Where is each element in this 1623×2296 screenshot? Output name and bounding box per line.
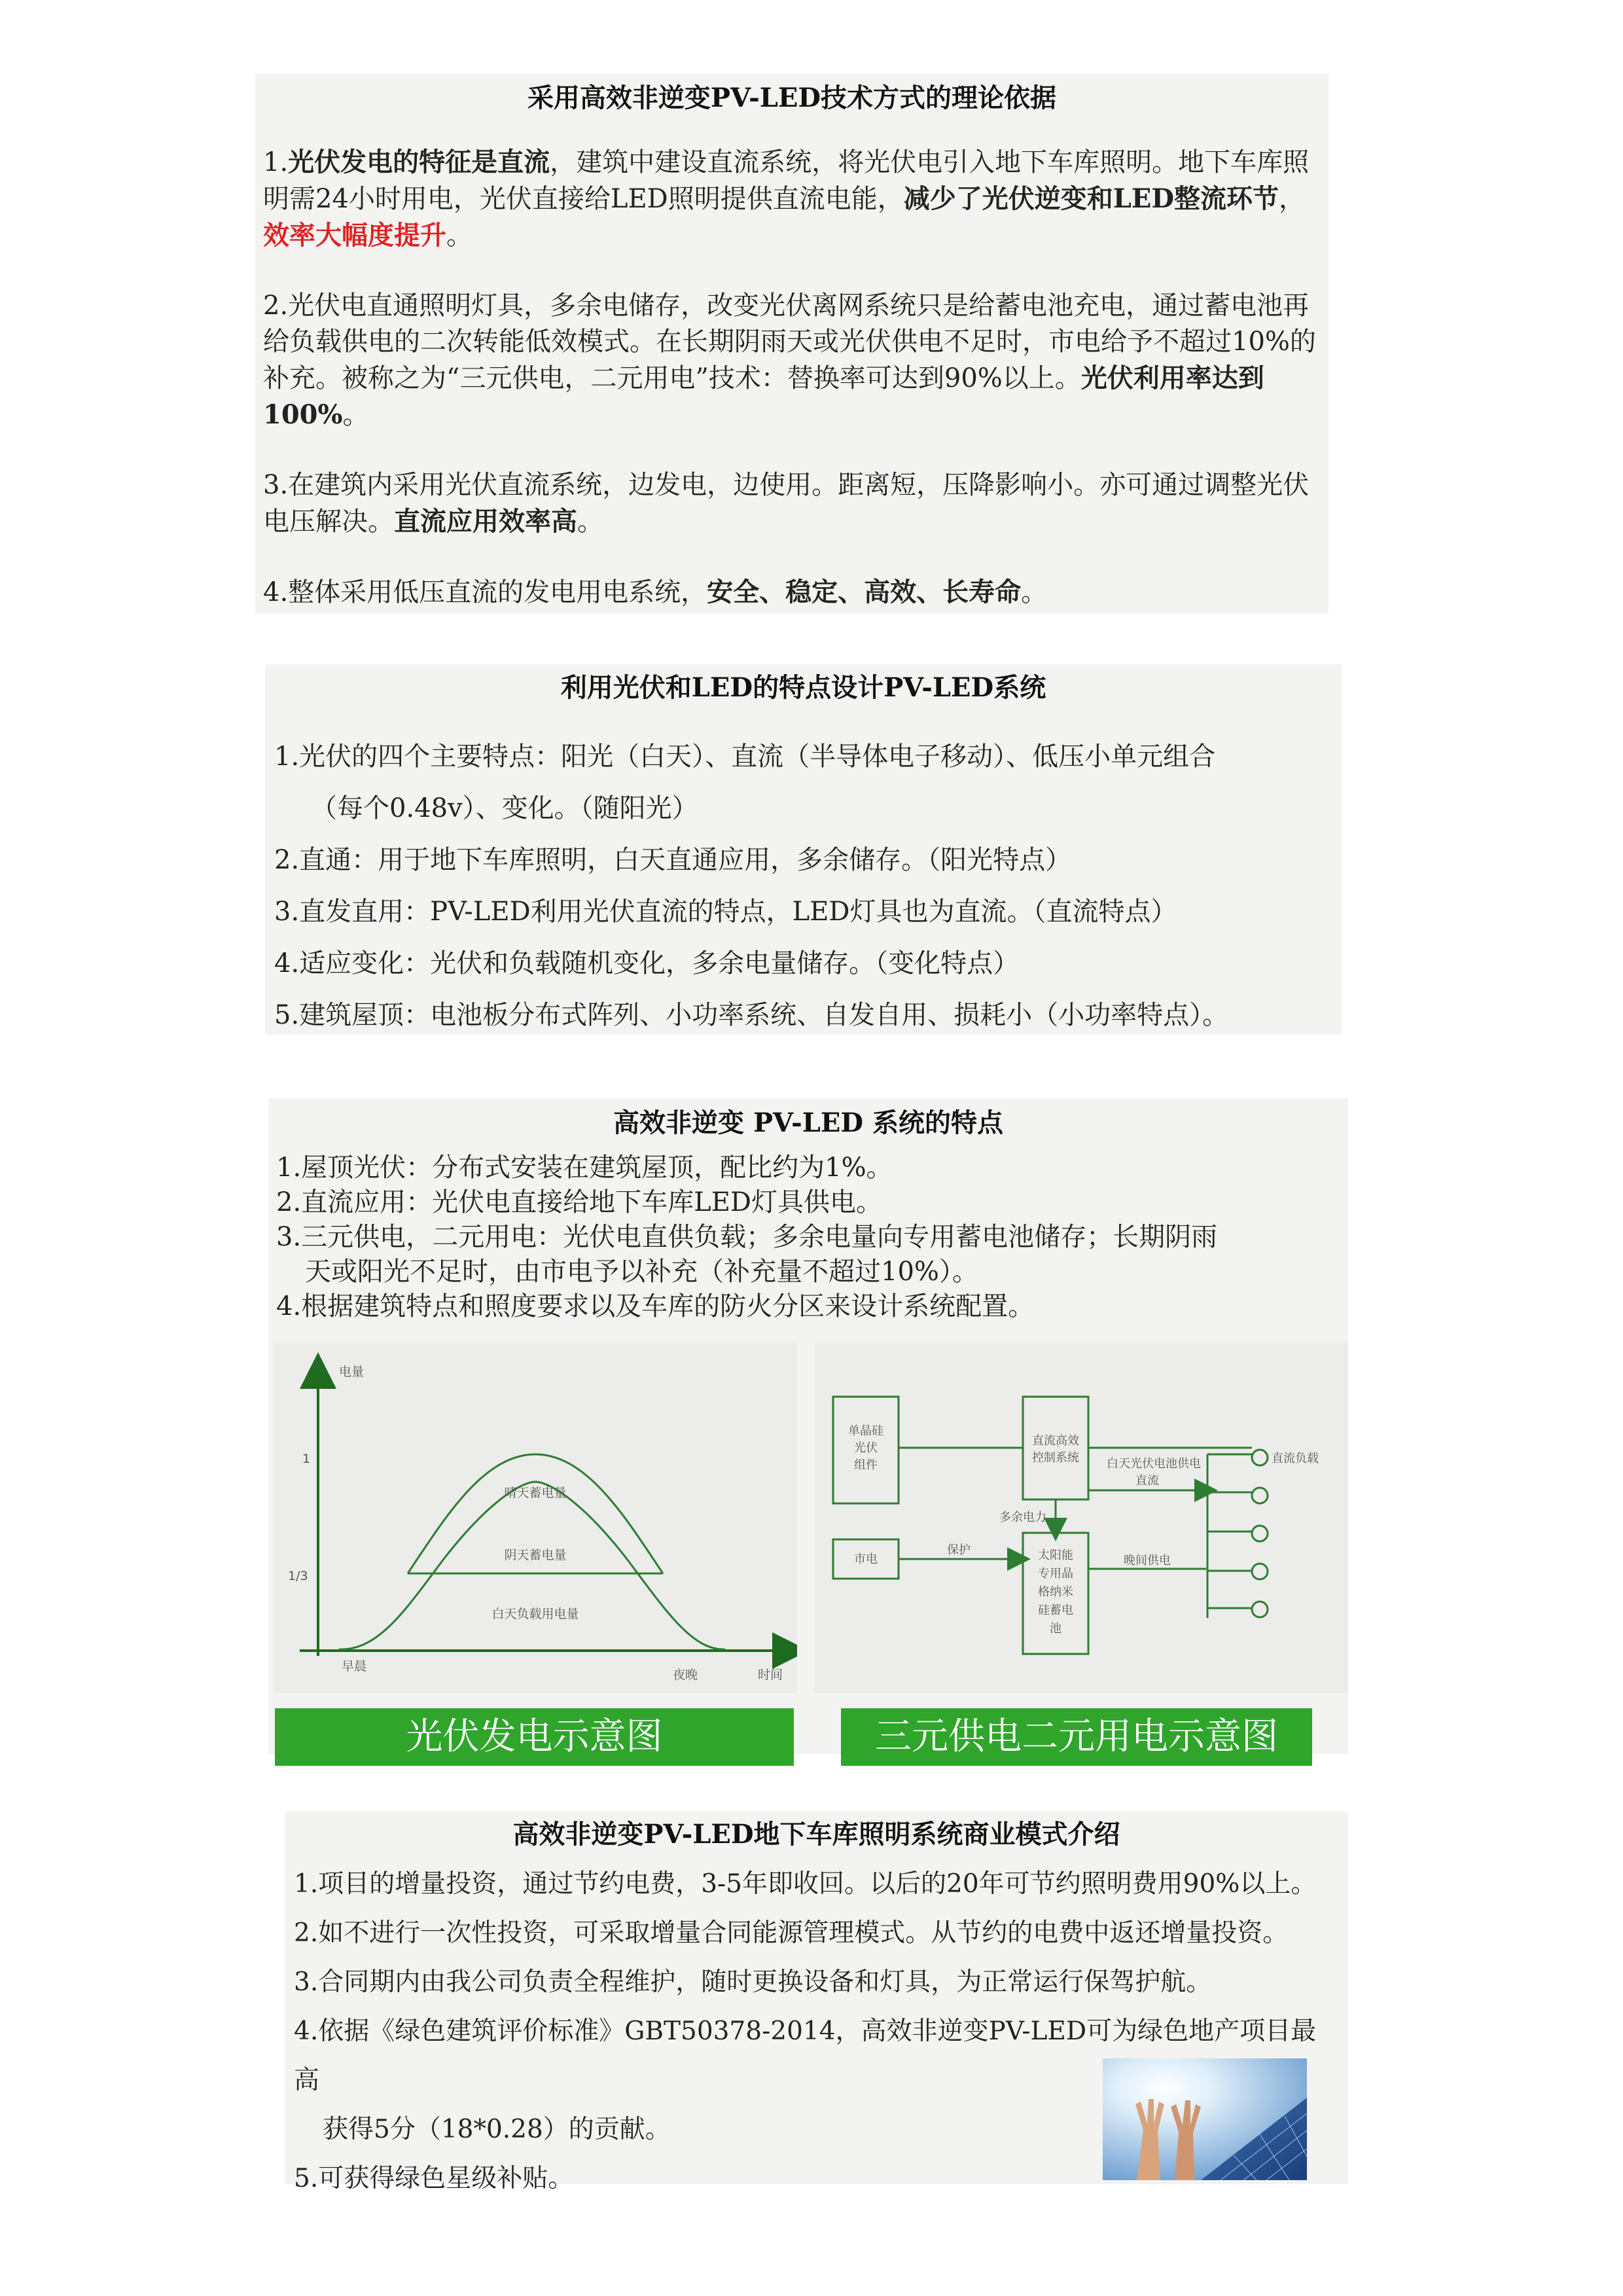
pv-label-2: 光伏 [854,1441,878,1455]
dc-load-circle [1252,1488,1268,1503]
section-title: 高效非逆变 PV-LED 系统的特点 [613,1107,1003,1138]
paragraph-3: 3.在建筑内采用光伏直流系统，边发电，边使用。距离短，压降影响小。亦可通过调整光伏电压解决。直流应用效率高。 [263,470,1310,537]
banner-three-source: 三元供电二元用电示意图 [841,1708,1312,1766]
list-item: 3.三元供电，二元用电：光伏电直供负载；多余电量向专用蓄电池储存；长期阴雨 [276,1222,1218,1252]
pv-label-3: 组件 [854,1458,878,1472]
y-tick-1: 1 [302,1452,311,1466]
sun-hands-photo [1103,2058,1307,2180]
list-item: 4.根据建筑特点和照度要求以及车库的防火分区来设计系统配置。 [276,1291,1035,1321]
grid-label: 市电 [854,1552,878,1566]
y-axis-label: 电量 [339,1365,365,1379]
dc-load-circle [1252,1526,1268,1541]
dc-load-circle [1252,1564,1268,1579]
x-label-night: 夜晚 [673,1668,698,1682]
feature-list [274,731,1332,1041]
list-item: 2.如不进行一次性投资，可采取增量合同能源管理模式。从节约的电费中返还增量投资。 [294,1918,1289,1948]
dc-label: 直流 [1135,1474,1159,1488]
list-item: 获得5分（18*0.28）的贡献。 [323,2115,671,2144]
three-source-diagram-panel [815,1343,1348,1693]
pv-generation-chart-panel [274,1343,797,1693]
section-title: 高效非逆变PV-LED地下车库照明系统商业模式介绍 [512,1819,1120,1850]
pv-generation-chart [274,1343,797,1693]
dc-load-circle [1252,1450,1268,1465]
list-item: 3.合同期内由我公司负责全程维护，随时更换设备和灯具，为正常运行保驾护航。 [294,1967,1212,1997]
y-tick-third: 1/3 [288,1569,308,1583]
list-item: 5.可获得绿色星级补贴。 [294,2164,574,2193]
sun-hands-icon [1103,2058,1307,2180]
list-item: 2.直流应用：光伏电直接给地下车库LED灯具供电。 [276,1187,882,1217]
paragraph-4: 4.整体采用低压直流的发电用电系统，安全、稳定、高效、长寿命。 [263,577,1048,607]
day-supply-label: 白天光伏电池供电 [1107,1457,1201,1471]
load-curve [339,1482,725,1649]
night-supply-label: 晚间供电 [1124,1554,1171,1568]
list-item: 2.直通：用于地下车库照明，白天直通应用，多余储存。（阳光特点） [274,845,1072,875]
battery-label-5: 池 [1050,1622,1061,1636]
list-item: 1.屋顶光伏：分布式安装在建筑屋顶，配比约为1%。 [276,1153,893,1183]
list-item: 4.依据《绿色建筑评价标准》GBT50378-2014，高效非逆变PV-LED可为绿色地产项目最高 [294,2017,1317,2095]
banner-pv-generation: 光伏发电示意图 [275,1708,794,1766]
dc-load-label: 直流负载 [1272,1452,1319,1465]
list-item: 天或阳光不足时，由市电予以补充（补充量不超过10%）。 [305,1257,978,1287]
system-feature-list [276,1151,1340,1324]
list-item: （每个0.48v）、变化。（随阳光） [311,793,698,823]
controller-box [1023,1397,1088,1499]
cloudy-label: 阴天蓄电量 [504,1548,567,1562]
paragraph-2: 2.光伏电直通照明灯具，多余电储存，改变光伏离网系统只是给蓄电池充电，通过蓄电池再给负载供电的二次转能低效模式。在长期阴雨天或光伏供电不足时，市电给予不超过10%的补充。被称之为“三元供电，二元用电”技术：替换率可达到90%以上。光伏利用率达到100%。 [263,291,1316,430]
surplus-label: 多余电力 [999,1511,1046,1524]
battery-label-2: 专用晶 [1038,1567,1073,1581]
paragraph-1: 1.光伏发电的特征是直流，建筑中建设直流系统，将光伏电引入地下车库照明。地下车库照明需24小时用电，光伏直接给LED照明提供直流电能，减少了光伏逆变和LED整流环节，效率大幅度提升。 [263,147,1310,251]
pv-label-1: 单晶硅 [848,1424,883,1438]
section-theory [255,73,1329,613]
list-item: 1.项目的增量投资，通过节约电费，3-5年即收回。以后的20年可节约照明费用90%以上。 [294,1869,1317,1899]
section-title: 利用光伏和LED的特点设计PV-LED系统 [560,672,1046,703]
x-label-morning: 早晨 [342,1659,367,1674]
battery-label-4: 硅蓄电 [1038,1604,1073,1617]
list-item: 5.建筑屋顶：电池板分布式阵列、小功率系统、自发自用、损耗小（小功率特点）。 [274,1000,1229,1030]
controller-label-2: 控制系统 [1032,1451,1079,1465]
load-label: 白天负载用电量 [491,1607,579,1621]
list-item: 4.适应变化：光伏和负载随机变化，多余电量储存。（变化特点） [274,948,1020,978]
dc-load-circle [1252,1602,1268,1617]
battery-label-3: 格纳米 [1038,1585,1073,1599]
battery-label-1: 太阳能 [1038,1549,1073,1562]
section-title: 采用高效非逆变PV-LED技术方式的理论依据 [527,82,1057,113]
list-item: 1.光伏的四个主要特点：阳光（白天）、直流（半导体电子移动）、低压小单元组合 [274,742,1216,772]
section-design [265,664,1342,1034]
list-item: 3.直发直用：PV-LED利用光伏直流的特点，LED灯具也为直流。（直流特点） [274,897,1177,927]
protect-label: 保护 [947,1543,971,1557]
controller-label-1: 直流高效 [1032,1434,1079,1448]
three-source-diagram [815,1343,1348,1693]
sunny-label: 晴天蓄电量 [504,1486,567,1500]
x-label-time: 时间 [758,1668,783,1682]
